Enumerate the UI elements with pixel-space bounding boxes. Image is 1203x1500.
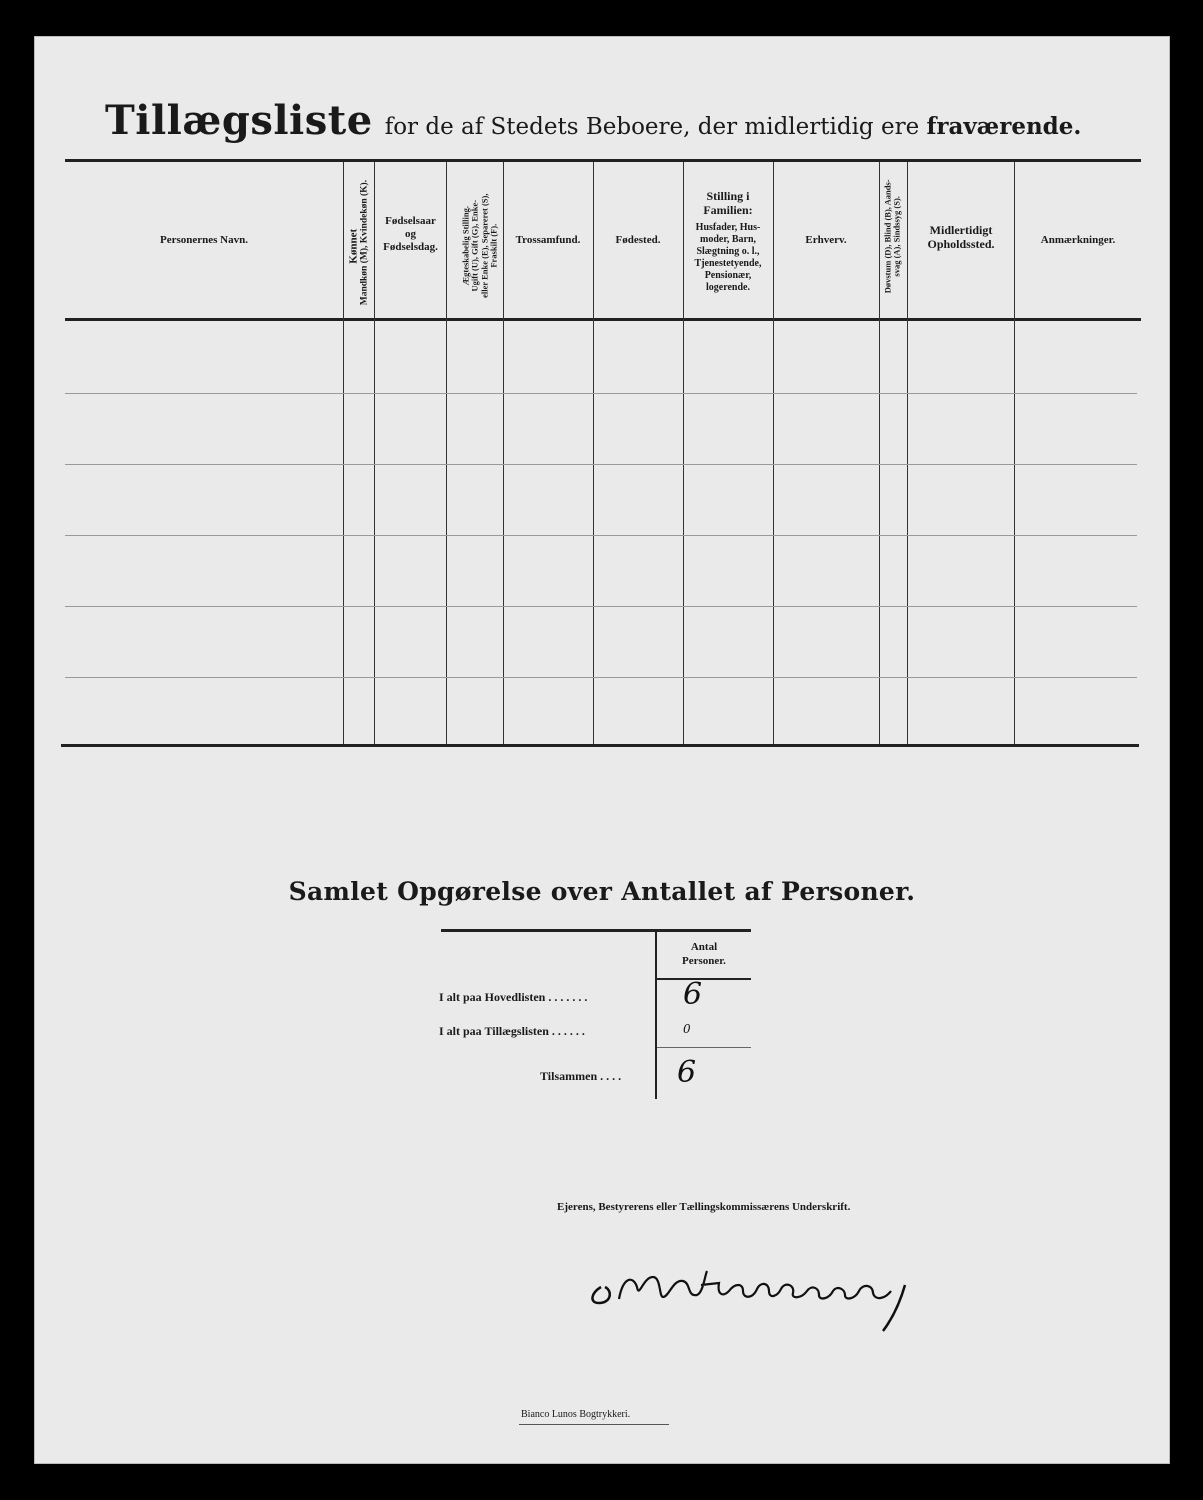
header-disability <box>884 173 903 299</box>
summary-total-label: Tilsammen . . . . <box>540 1069 622 1083</box>
summary-row2-label: I alt paa Tillægslisten . . . . . . <box>439 1024 585 1038</box>
title-subtitle-bold: fraværende. <box>926 113 1082 140</box>
header-family-2: Familien: <box>703 203 753 218</box>
header-names: Personernes Navn. <box>160 234 248 246</box>
summary-title: Samlet Opgørelse over Antallet af Personer. <box>288 877 916 906</box>
form-title <box>105 97 1081 144</box>
header-birth-2: og <box>405 228 416 241</box>
table-bottom-rule <box>61 744 1139 747</box>
table-row <box>65 606 1137 607</box>
header-residence <box>908 223 1014 252</box>
summary-col-head-2: Personer. <box>682 955 726 968</box>
summary-subtotal-rule <box>657 1047 751 1048</box>
signature-label: Ejerens, Bestyrerens eller Tællingskommissærens Underskrift. <box>557 1201 851 1213</box>
title-word: Tillægsliste <box>105 97 373 144</box>
summary-row1-value: 6 <box>683 977 703 1012</box>
summary-row2-value: 0 <box>683 1022 691 1036</box>
summary-row1-label: I alt paa Hovedlisten . . . . . . . <box>439 990 588 1004</box>
header-marital-2: Ugift (U), Gift (G), Enke- <box>469 199 480 292</box>
header-family-6: Tjenestetyende, <box>694 257 762 269</box>
header-remarks: Anmærkninger. <box>1040 234 1116 246</box>
census-form-page <box>34 36 1170 1464</box>
printer-rule <box>519 1424 669 1425</box>
header-disability-2: svag (A), Sindssyg (S). <box>892 196 902 277</box>
table-top-rule <box>65 159 1141 162</box>
header-marital-1: Ægteskabelig Stilling. <box>460 206 471 286</box>
header-family-8: logerende. <box>706 281 750 293</box>
col-divider <box>503 162 504 744</box>
header-birth <box>375 215 446 255</box>
col-divider <box>1014 162 1015 744</box>
table-header-rule <box>65 318 1141 321</box>
header-sex <box>347 179 371 306</box>
summary-col-head-1: Antal <box>690 941 718 953</box>
col-divider <box>773 162 774 744</box>
header-marital-3: eller Enke (E), Separeret (S), <box>479 193 489 298</box>
summary-total-value: 6 <box>677 1055 697 1090</box>
header-disability-1: Døvstum (D), Blind (B), Aands- <box>882 179 893 294</box>
summary-head-rule <box>657 978 751 980</box>
header-family-5: Slægtning o. l., <box>696 245 760 257</box>
header-family-4: moder, Barn, <box>699 233 757 245</box>
header-family <box>683 189 773 294</box>
table-row <box>65 464 1137 465</box>
header-birthplace: Fødested. <box>615 234 661 246</box>
printer-imprint: Bianco Lunos Bogtrykkeri. <box>521 1409 631 1420</box>
summary-top-rule <box>441 929 751 932</box>
signature-drawing <box>583 1247 923 1337</box>
table-row <box>65 677 1137 678</box>
summary-col-head <box>657 940 751 969</box>
col-divider <box>343 162 344 744</box>
header-family-7: Pensionær, <box>704 269 752 281</box>
handwritten-signature <box>583 1247 923 1337</box>
title-subtitle <box>385 114 1082 140</box>
header-occupation: Erhverv. <box>805 234 847 246</box>
header-sex-sub: Mandkøn (M), Kvindekøn (K). <box>359 179 370 306</box>
header-family-3: Husfader, Hus- <box>695 221 761 233</box>
header-birth-3: Fødselsdag. <box>383 241 438 254</box>
header-marital <box>461 169 498 323</box>
header-religion: Trossamfund. <box>515 234 581 246</box>
header-residence-2: Opholdssted. <box>927 237 995 252</box>
col-divider <box>593 162 594 744</box>
header-sex-title: Kønnet <box>347 228 360 264</box>
table-row <box>65 393 1137 394</box>
header-marital-4: Fraskilt (F). <box>488 223 499 268</box>
header-birth-1: Fødselsaar <box>385 215 436 227</box>
header-residence-1: Midlertidigt <box>929 223 993 237</box>
header-family-1: Stilling i <box>706 189 750 203</box>
table-row <box>65 535 1137 536</box>
title-subtitle-text: for de af Stedets Beboere, der midlertidig ere <box>384 114 920 140</box>
col-divider <box>446 162 447 744</box>
col-divider <box>879 162 880 744</box>
